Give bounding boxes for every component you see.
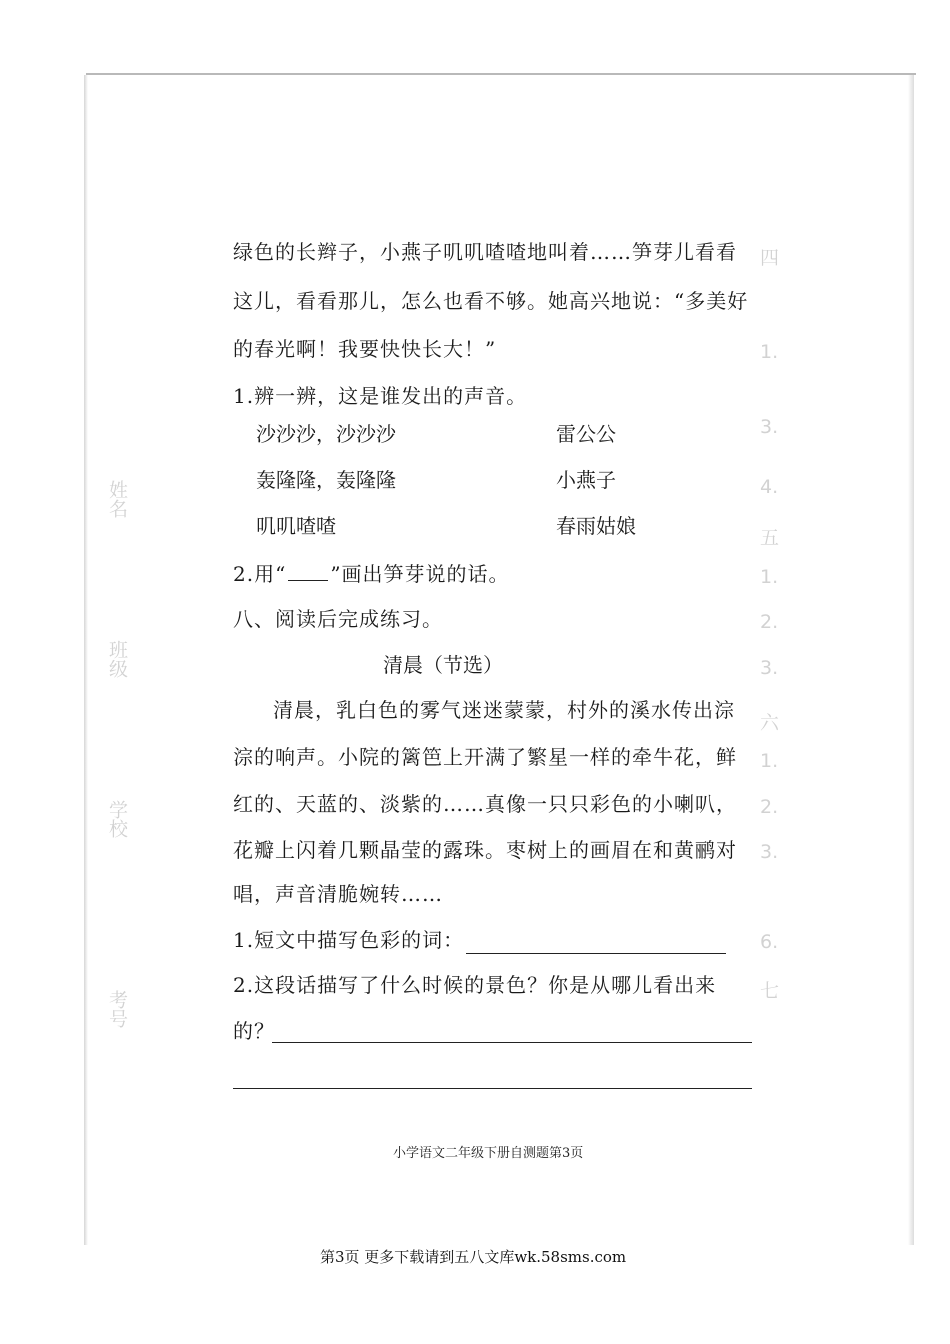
download-note: 第3页 更多下载请到五八文库wk.58sms.com [320, 1248, 627, 1266]
scan-shadow-left [84, 75, 88, 1245]
bleed-through: 学校 [106, 800, 128, 838]
bleed-through: 五 [760, 527, 780, 549]
passage-line: 花瓣上闪着几颗晶莹的露珠。枣树上的画眉在和黄鹂对 [233, 838, 737, 862]
sound-item[interactable]: 沙沙沙，沙沙沙 [256, 422, 396, 446]
underline-sample [288, 560, 328, 581]
answer-blank[interactable] [272, 1042, 752, 1043]
bleed-through: 七 [760, 980, 780, 1002]
bleed-through: 班级 [106, 640, 128, 678]
passage-line: 清晨，乳白色的雾气迷迷蒙蒙，村外的溪水传出淙 [273, 698, 735, 722]
bleed-through: 1. [760, 566, 779, 588]
scan-shadow-right [908, 75, 914, 1245]
sound-item[interactable]: 轰隆隆，轰隆隆 [256, 468, 396, 492]
bleed-through: 六 [760, 712, 780, 734]
passage-line: 绿色的长辫子，小燕子叽叽喳喳地叫着……笋芽儿看看 [233, 240, 737, 264]
reading-question-2: 2.这段话描写了什么时候的景色？你是从哪儿看出来 [233, 973, 717, 997]
source-item[interactable]: 小燕子 [556, 468, 616, 492]
bleed-through: 3. [760, 657, 779, 679]
sound-item[interactable]: 叽叽喳喳 [256, 514, 336, 538]
bleed-through: 3. [760, 841, 779, 863]
question-2-suffix: ”画出笋芽说的话。 [330, 562, 510, 586]
reading-question-1: 1.短文中描写色彩的词： [233, 928, 465, 952]
bleed-through: 姓名 [106, 480, 128, 518]
bleed-through: 2. [760, 796, 779, 818]
bleed-through: 6. [760, 931, 779, 953]
passage-line: 的春光啊！我要快快长大！” [233, 337, 497, 361]
page-footer: 小学语文二年级下册自测题第3页 [393, 1146, 584, 1161]
passage-line: 这儿，看看那儿，怎么也看不够。她高兴地说：“多美好 [233, 289, 749, 313]
bleed-through: 四 [760, 247, 780, 269]
passage-line: 淙的响声。小院的篱笆上开满了繁星一样的牵牛花，鲜 [233, 745, 737, 769]
bleed-through: 考号 [106, 990, 128, 1028]
question-1-prompt: 1.辨一辨，这是谁发出的声音。 [233, 384, 528, 408]
source-item[interactable]: 春雨姑娘 [556, 514, 636, 538]
source-item[interactable]: 雷公公 [556, 422, 616, 446]
question-2-prefix: 2.用“ [233, 562, 287, 586]
scan-edge [86, 73, 916, 75]
answer-blank[interactable] [466, 953, 726, 954]
passage-line: 唱，声音清脆婉转…… [233, 882, 443, 906]
bleed-through: 4. [760, 476, 779, 498]
section-heading: 八、阅读后完成练习。 [233, 607, 443, 631]
passage-title: 清晨（节选） [383, 653, 503, 677]
passage-line: 红的、天蓝的、淡紫的……真像一只只彩色的小喇叭， [233, 792, 737, 816]
bleed-through: 1. [760, 750, 779, 772]
bleed-through: 3. [760, 416, 779, 438]
bleed-through: 1. [760, 341, 779, 363]
reading-question-2-cont: 的？ [233, 1019, 275, 1043]
bleed-through: 2. [760, 611, 779, 633]
answer-blank[interactable] [233, 1088, 752, 1089]
question-2 [233, 560, 510, 588]
